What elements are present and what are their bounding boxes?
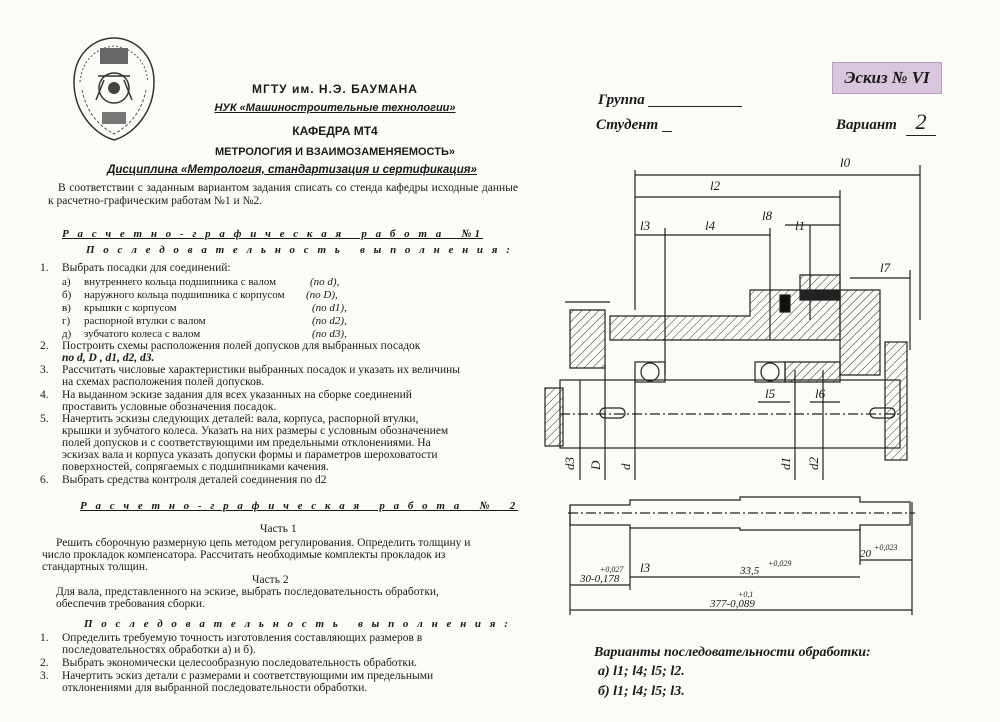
tol-20-plus: +0,023 bbox=[874, 543, 898, 552]
w1-item2-num: 2. bbox=[40, 340, 49, 352]
dim-l8: l8 bbox=[762, 208, 773, 223]
group-label: Группа bbox=[598, 92, 645, 108]
w2-step-l1: Определить требуемую точность изготовления составляющих размеров в bbox=[62, 632, 423, 644]
fit-ref: (по d3), bbox=[312, 328, 347, 340]
tol-377-plus: +0,1 bbox=[738, 590, 754, 599]
w2-step-l2: последовательностях обработки а) и б). bbox=[62, 644, 256, 656]
w1-item4-num: 4. bbox=[40, 389, 49, 401]
student-label: Студент bbox=[596, 117, 659, 133]
group-field[interactable] bbox=[648, 106, 742, 107]
w2-step-l2: отклонениями для выбранной последовательности обработки. bbox=[62, 682, 368, 694]
w1-item1-text: Выбрать посадки для соединений: bbox=[62, 262, 231, 274]
fit-label: в) bbox=[62, 302, 71, 314]
w2-step-l1: Начертить эскиз детали с размерами и соответствующими им предельными bbox=[62, 670, 434, 682]
fit-ref: (по d2), bbox=[312, 315, 347, 327]
fit-text: зубчатого колеса с валом bbox=[84, 328, 201, 340]
w1-item6-num: 6. bbox=[40, 474, 49, 486]
fit-label: г) bbox=[62, 315, 71, 327]
w1-item1-num: 1. bbox=[40, 262, 49, 274]
dim-l1: l1 bbox=[795, 218, 806, 233]
fit-label: а) bbox=[62, 276, 71, 288]
fit-label: б) bbox=[62, 289, 72, 301]
w1-item3-l1: Рассчитать числовые характеристики выбранных посадок и указать их величины bbox=[62, 364, 461, 376]
student-field[interactable] bbox=[662, 131, 672, 132]
dim-l3-lower: l3 bbox=[640, 560, 651, 575]
tol-20: 20 bbox=[860, 548, 871, 560]
work2-subtitle: П о с л е д о в а т е л ь н о с т ь в ы п о л н е н и я : bbox=[84, 618, 511, 630]
fit-ref: (по d), bbox=[310, 276, 340, 288]
work2-part2-title: Часть 2 bbox=[252, 574, 289, 586]
dim-l0: l0 bbox=[840, 155, 851, 170]
w2-part1-line: число прокладок компенсатора. Рассчитать необходимые комплекты прокладок из bbox=[42, 549, 446, 561]
university-title: МГТУ им. Н.Э. БАУМАНА bbox=[252, 82, 418, 96]
variant-value[interactable]: 2 bbox=[906, 109, 936, 136]
nuk-title: НУК «Машиностроительные технологии» bbox=[214, 102, 456, 114]
work1-subtitle: П о с л е д о в а т е л ь н о с т ь в ы п о л н е н и я : bbox=[86, 244, 513, 256]
fit-text: наружного кольца подшипника с корпусом bbox=[84, 289, 285, 301]
dim-l4: l4 bbox=[705, 218, 716, 233]
dim-l2: l2 bbox=[710, 178, 721, 193]
w1-item2-l1: Построить схемы расположения полей допусков для выбранных посадок bbox=[62, 340, 421, 352]
dim-l7: l7 bbox=[880, 260, 891, 275]
intro-text: В соответствии с заданным вариантом задания списать со стенда кафедры исходные данные к расчетно-графическим работам №1 и №2. bbox=[48, 182, 518, 207]
fit-ref: (по d1), bbox=[312, 302, 347, 314]
work2-title: Р а с ч е т н о - г р а ф и ч е с к а я р а б о т а № 2 bbox=[80, 500, 519, 512]
fit-label: д) bbox=[62, 328, 72, 340]
diam-d2: d2 bbox=[806, 457, 821, 470]
variant-a: а) l1; l4; l5; l2. bbox=[598, 664, 685, 679]
tol-377: 377-0,089 bbox=[710, 598, 755, 610]
variants-title: Варианты последовательности обработки: bbox=[594, 645, 871, 660]
logo bbox=[68, 30, 160, 145]
w1-item5-line: Начертить эскизы следующих деталей: вала, корпуса, распорной втулки, bbox=[62, 413, 419, 425]
w2-step-l1: Выбрать экономически целесообразную последовательность обработки. bbox=[62, 657, 418, 669]
w1-item5-line: поверхностей, сопрягаемых с подшипниками качения. bbox=[62, 461, 329, 473]
w2-part1-line: стандартных толщин. bbox=[42, 561, 148, 573]
department-title: КАФЕДРА МТ4 bbox=[292, 124, 378, 138]
work2-part1-title: Часть 1 bbox=[260, 523, 297, 535]
w1-item6-text: Выбрать средства контроля деталей соединения по d2 bbox=[62, 474, 327, 486]
diam-D: D bbox=[588, 460, 603, 470]
subject-title: МЕТРОЛОГИЯ И ВЗАИМОЗАМЕНЯЕМОСТЬ» bbox=[215, 146, 455, 158]
fit-text: внутреннего кольца подшипника с валом bbox=[84, 276, 277, 288]
diam-d: d bbox=[618, 463, 633, 470]
fit-text: распорной втулки с валом bbox=[84, 315, 206, 327]
w2-part1-line: Решить сборочную размерную цепь методом регулирования. Определить толщину и bbox=[56, 537, 471, 549]
w2-step-num: 2. bbox=[40, 657, 49, 669]
diam-d1: d1 bbox=[778, 457, 793, 470]
diam-d3: d3 bbox=[562, 457, 577, 470]
assembly-drawing bbox=[540, 140, 980, 630]
w1-item2-l2: по d, D , d1, d2, d3. bbox=[62, 352, 155, 364]
tol-33: 33,5 bbox=[740, 565, 760, 577]
w1-item4-l2: проставить условные обозначения посадок. bbox=[62, 401, 277, 413]
w1-item3-l2: на схемах расположения полей допусков. bbox=[62, 376, 265, 388]
w1-item5-line: полей допусков и с соответствующими им предельными отклонениями. На bbox=[62, 437, 431, 449]
tol-33-plus: +0,029 bbox=[768, 559, 792, 568]
variant-b: б) l1; l4; l5; l3. bbox=[598, 684, 685, 699]
w1-item5-line: эскизах вала и корпуса указать допуски формы и параметров шероховатости bbox=[62, 449, 438, 461]
tol-30: 30-0,178 bbox=[580, 573, 620, 585]
tol-30-plus: +0,027 bbox=[600, 565, 624, 574]
w2-part2-line: Для вала, представленного на эскизе, выбрать последовательность обработки, bbox=[56, 586, 439, 598]
fit-ref: (по D), bbox=[306, 289, 338, 301]
w1-item4-l1: На выданном эскизе задания для всех указанных на сборке соединений bbox=[62, 389, 412, 401]
w1-item3-num: 3. bbox=[40, 364, 49, 376]
w2-step-num: 3. bbox=[40, 670, 49, 682]
dim-l3: l3 bbox=[640, 218, 651, 233]
variant-label: Вариант bbox=[836, 117, 897, 133]
w1-item5-num: 5. bbox=[40, 413, 49, 425]
w1-item5-line: крышки и зубчатого колеса. Указать на них размеры с условным обозначением bbox=[62, 425, 449, 437]
dim-l5: l5 bbox=[765, 386, 776, 401]
fit-text: крышки с корпусом bbox=[84, 302, 177, 314]
university-emblem-icon bbox=[68, 30, 160, 145]
sketch-badge: Эскиз № VI bbox=[832, 62, 942, 94]
dim-l6: l6 bbox=[815, 386, 826, 401]
w2-part2-line: обеспечив требования сборки. bbox=[56, 598, 205, 610]
discipline-title: Дисциплина «Метрология, стандартизация и сертификация» bbox=[107, 164, 477, 176]
work1-title: Р а с ч е т н о - г р а ф и ч е с к а я р а б о т а №1 bbox=[62, 228, 484, 240]
w2-step-num: 1. bbox=[40, 632, 49, 644]
